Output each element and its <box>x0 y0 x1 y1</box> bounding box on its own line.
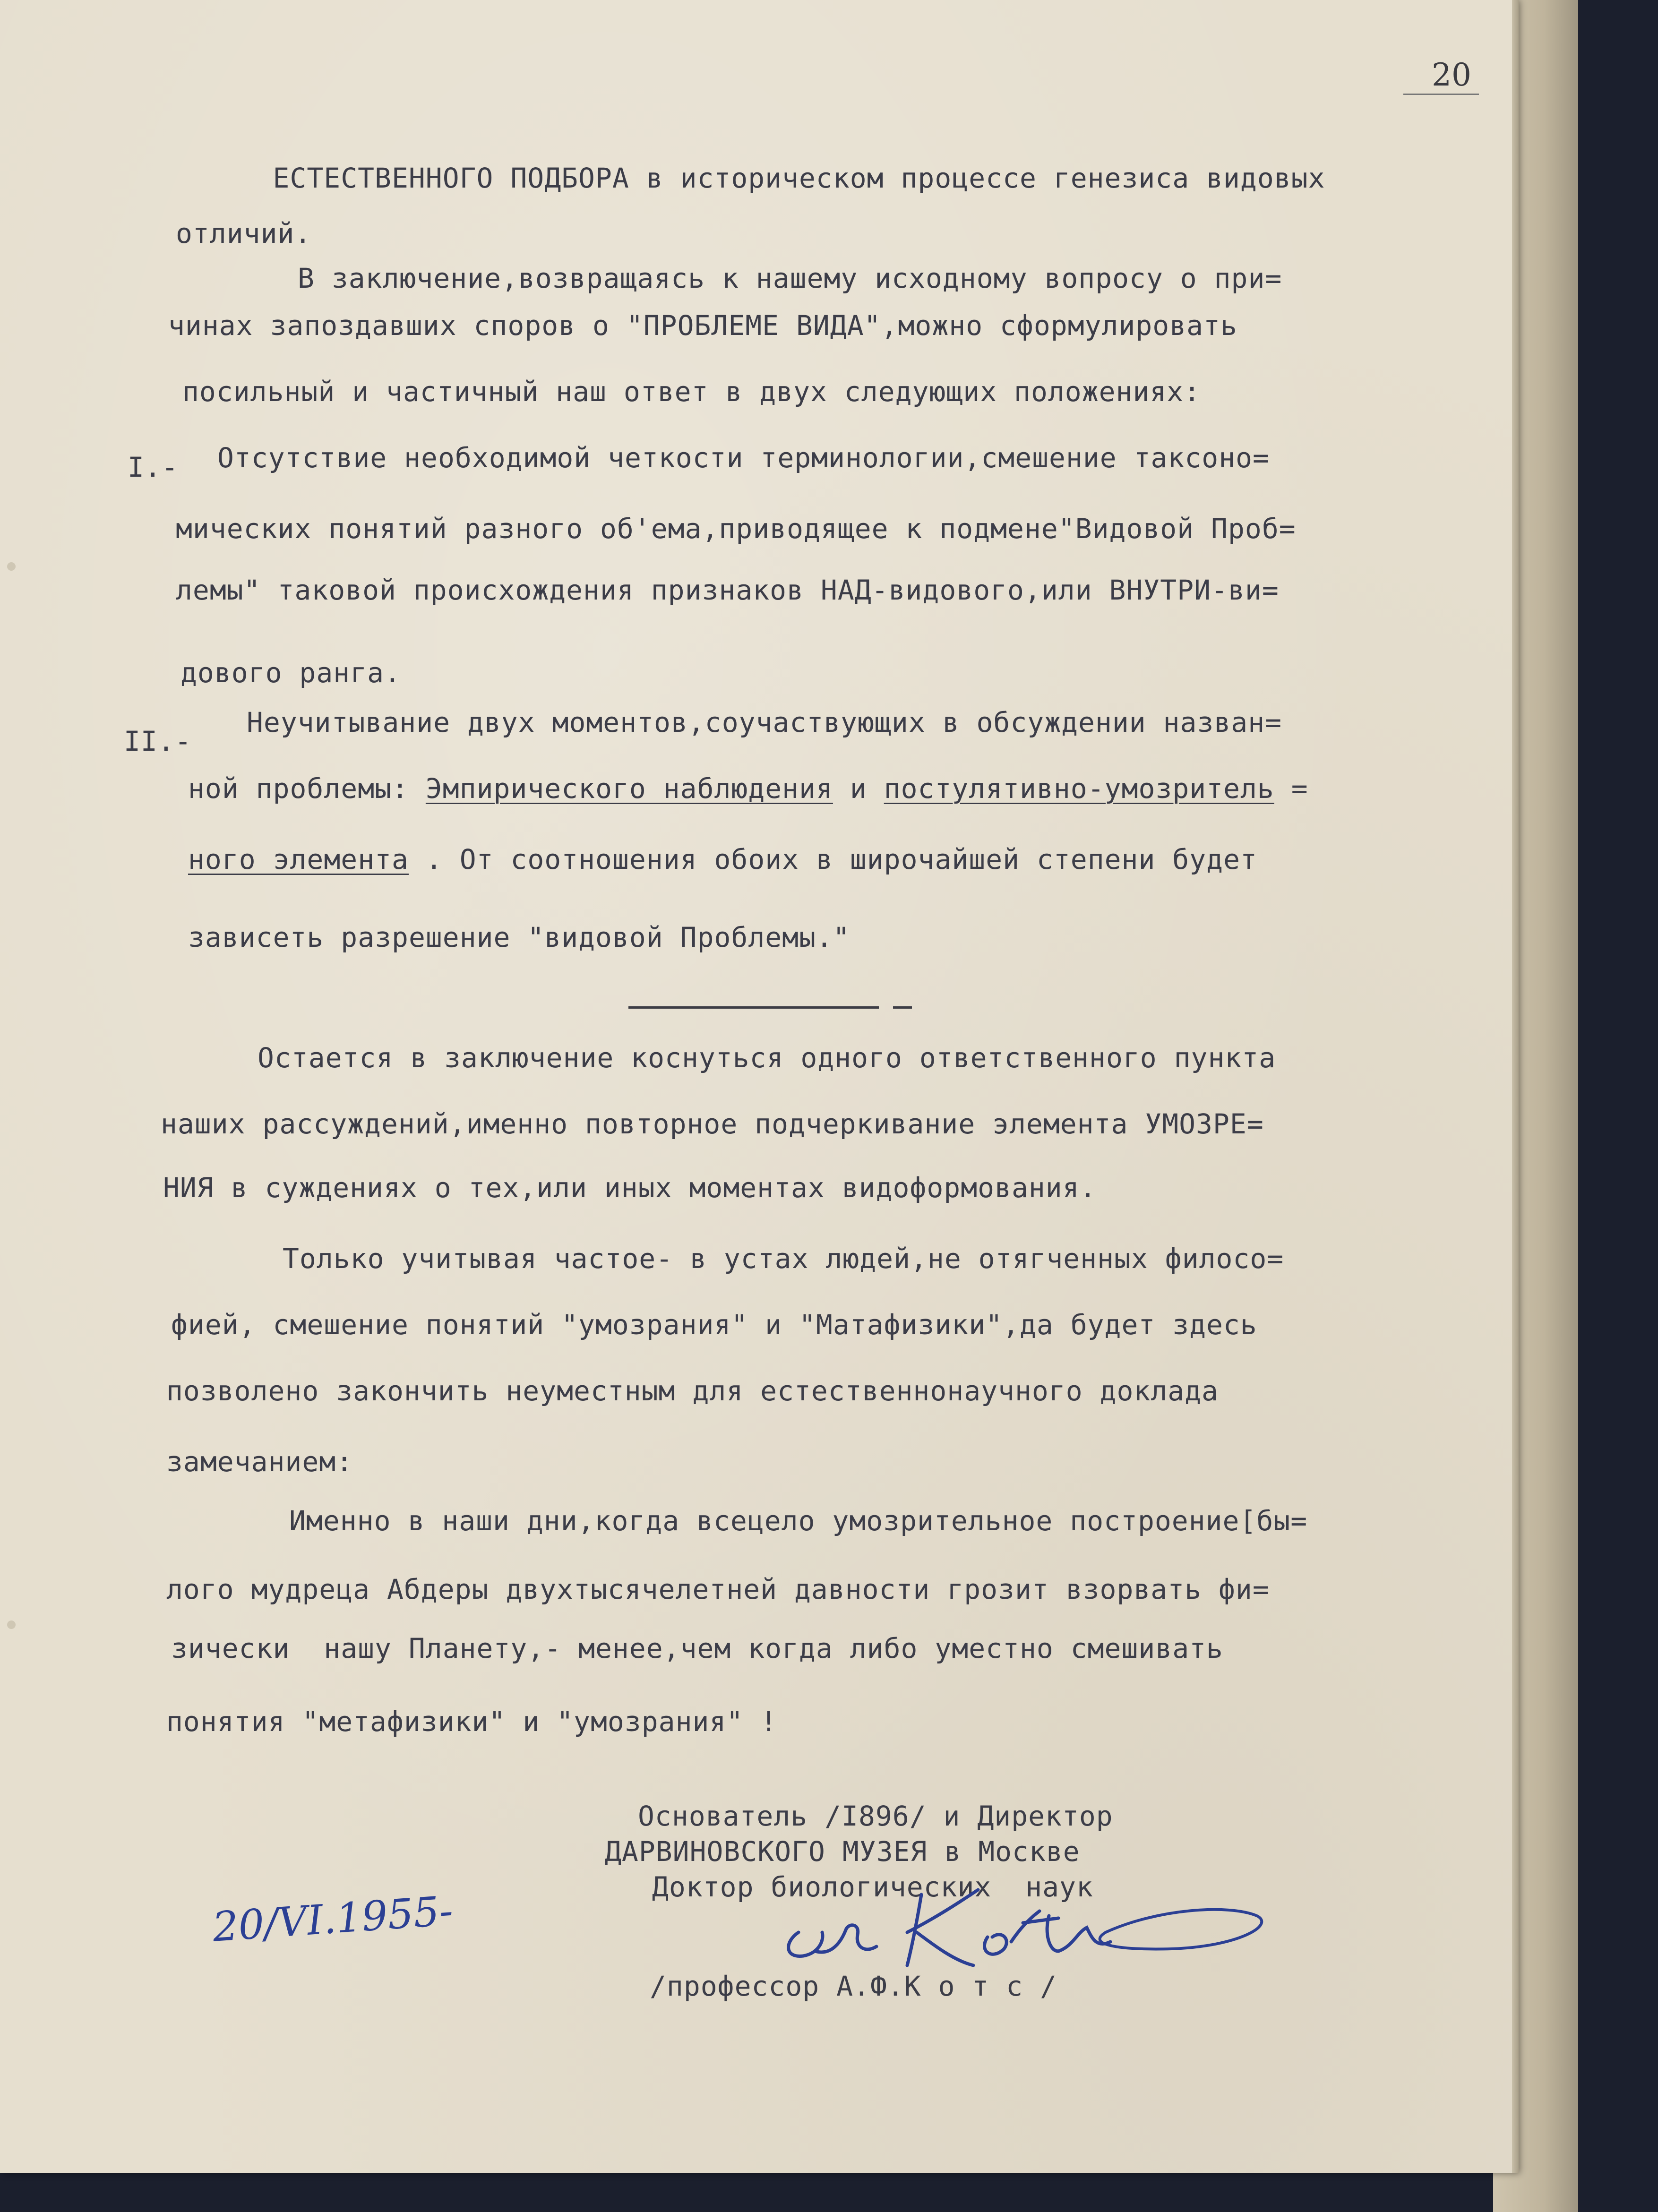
handwritten-date: 20/VI.1955- <box>211 1887 455 1951</box>
closing-line-10: зически нашу Планету,- менее,чем когда либо уместно смешивать <box>171 1632 1223 1664</box>
body-line-1: ЕСТЕСТВЕННОГО ПОДБОРА в историческом процессе генезиса видовых <box>273 162 1325 194</box>
body-line-5: посильный и частичный наш ответ в двух следующих положениях: <box>182 376 1201 408</box>
point-2-line-2: ной проблемы: Эмпирического наблюдения и постулятивно-умозритель = <box>188 772 1308 805</box>
underlined-empirical-observation: Эмпирического наблюдения <box>425 772 833 805</box>
closing-line-2: наших рассуждений,именно повторное подчеркивание элемента УМОЗРЕ= <box>161 1108 1264 1140</box>
closing-line-6: позволено закончить неуместным для естественнонаучного доклада <box>166 1375 1219 1407</box>
point-2-line-3: ного элемента . От соотношения обоих в широчайшей степени будет <box>188 843 1257 875</box>
section-divider <box>628 1006 879 1009</box>
signature-title-line-3: Доктор биологических наук <box>652 1871 1093 1903</box>
closing-line-9: лого мудреца Абдеры двухтысячелетней давности грозит взорвать фи= <box>166 1573 1270 1605</box>
signature-name: /профессор А.Ф.К о т с / <box>650 1970 1057 2002</box>
point-1-line-2: мических понятий разного об'ема,приводящее к подмене"Видовой Проб= <box>176 513 1296 545</box>
body-line-3: В заключение,возвращаясь к нашему исходному вопросу о при= <box>298 262 1282 294</box>
closing-line-11: понятия "метафизики" и "умозрания" ! <box>166 1706 778 1738</box>
closing-line-8: Именно в наши дни,когда всецело умозрительное построение[бы= <box>289 1505 1308 1537</box>
point-1-line-3: лемы" таковой происхождения признаков НАД-видового,или ВНУТРИ-ви= <box>176 574 1279 606</box>
closing-line-5: фией, смешение понятий "умозрания" и "Матафизики",да будет здесь <box>171 1309 1257 1341</box>
point-1-line-4: дового ранга. <box>180 657 401 689</box>
point-2-line-1: Неучитывание двух моментов,соучаствующих в обсуждении назван= <box>247 706 1282 738</box>
body-line-4: чинах запоздавших споров о "ПРОБЛЕМЕ ВИДА",можно сформулировать <box>168 309 1237 342</box>
body-line-2: отличий. <box>176 217 312 249</box>
signature-title-line-1: Основатель /I896/ и Директор <box>638 1800 1113 1832</box>
point-2-line-4: зависеть разрешение "видовой Проблемы." <box>188 921 850 953</box>
page-number: 20 <box>1432 57 1471 93</box>
point-1-marker: I.- <box>128 451 179 483</box>
closing-line-7: замечанием: <box>166 1446 353 1478</box>
closing-line-4: Только учитывая частое- в устах людей,не отягченных филосо= <box>283 1243 1284 1275</box>
underlined-element: ного элемента <box>188 843 409 875</box>
page-edge <box>1512 0 1519 2173</box>
point-2-marker: II.- <box>124 725 192 757</box>
signature-title-line-2: ДАРВИНОВСКОГО МУЗЕЯ в Москве <box>605 1835 1080 1868</box>
point-1-line-1: Отсутствие необходимой четкости терминологии,смешение таксоно= <box>217 442 1270 474</box>
punch-hole <box>7 1620 16 1629</box>
underlined-postulative-speculative: постулятивно-умозритель <box>884 772 1274 805</box>
handwritten-signature <box>765 1871 1285 1980</box>
punch-hole <box>7 562 16 571</box>
closing-line-3: НИЯ в суждениях о тех,или иных моментах видоформования. <box>163 1172 1097 1204</box>
closing-line-1: Остается в заключение коснуться одного ответственного пункта <box>258 1042 1276 1074</box>
